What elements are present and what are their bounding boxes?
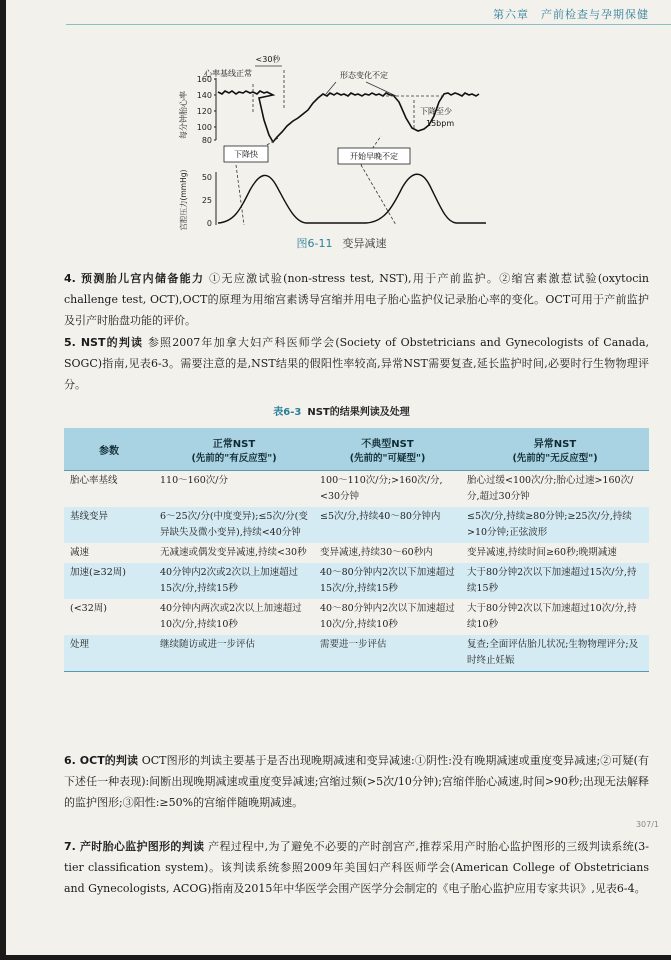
drop-atleast-label: 下降至少 bbox=[420, 107, 452, 116]
table-cell: 40～80分钟内2次以下加速超过15次/分,持续15秒 bbox=[314, 563, 461, 599]
paragraph-6 bbox=[64, 750, 649, 813]
paragraph-6-heading: 6. OCT的判读 bbox=[64, 754, 139, 767]
lt30s-label: <30秒 bbox=[255, 55, 281, 64]
pressure-tick: 0 bbox=[206, 219, 212, 228]
table-cell: 6～25次/分(中度变异);≤5次/分(变异缺失及微小变异),持续<40分钟 bbox=[154, 507, 314, 543]
paragraph-6-body: OCT图形的判读主要基于是否出现晚期减速和变异减速:①阴性:没有晚期减速或重度变异减速;②可疑(有下述任一种表现):间断出现晚期减速或重度变异减速;宫缩过频(>5次/10分钟);宫缩伴胎心减速,时间>90秒;出现无法解释的监护图形;③阳性:≥50%的宫缩伴随晚期减速。 bbox=[64, 754, 649, 809]
pressure-tick: 25 bbox=[201, 196, 212, 205]
table-cell: 110～160次/分 bbox=[160, 475, 228, 486]
table-row bbox=[64, 599, 649, 635]
fhr-tick: 100 bbox=[196, 123, 212, 132]
table-cell: 加速(≥32周) bbox=[64, 563, 154, 599]
header-normal: 正常NST (先前的"有反应型") bbox=[154, 428, 314, 471]
bpm15-label: 15bpm bbox=[426, 119, 455, 128]
pressure-tick: 50 bbox=[201, 173, 212, 182]
table-header-row bbox=[64, 428, 649, 471]
header-abnormal: 异常NST (先前的"无反应型") bbox=[461, 428, 649, 471]
fhr-axis-label: 每分钟胎心率 bbox=[179, 91, 188, 139]
table-cell: 复查;全面评估胎儿状况;生物物理评分;及时终止妊娠 bbox=[461, 635, 649, 672]
late-onset-label: 开始早晚不定 bbox=[350, 152, 398, 161]
table-cell: 40分钟内2次或2次以上加速超过15次/分,持续15秒 bbox=[154, 563, 314, 599]
paragraph-7-body: 产程过程中,为了避免不必要的产时剖宫产,推荐采用产时胎心监护图形的三级判读系统(3-tier classification system)。该判读系统参照2009年美国妇产科医师学会(American College of Obstetricians and Gynecologists, ACOG)指南及2015年中华医学会围产医学分会制定的《电子胎心监护应用专家共识》,见表6-4。 bbox=[64, 840, 650, 895]
table-cell: 40～80分钟内2次以下加速超过10次/分,持续10秒 bbox=[320, 603, 455, 630]
uterine-pressure-trace bbox=[218, 174, 486, 223]
header-atypical: 不典型NST (先前的"可疑型") bbox=[314, 428, 461, 471]
chapter-header: 第六章 产前检查与孕期保健 bbox=[493, 8, 649, 21]
table-cell: 需要进一步评估 bbox=[314, 635, 461, 672]
fhr-tick: 80 bbox=[201, 136, 212, 145]
table-caption bbox=[6, 403, 671, 418]
paragraph-5-heading: 5. NST的判读 bbox=[64, 336, 144, 349]
baseline-normal-label: 心率基线正常 bbox=[204, 69, 252, 78]
figure-caption bbox=[6, 235, 671, 251]
table-cell: ≤5次/分,持续≥80分钟;≥25次/分,持续>10分钟;正弦波形 bbox=[461, 507, 649, 543]
table-cell: 40分钟内两次或2次以上加速超过10次/分,持续10秒 bbox=[160, 603, 302, 630]
pressure-axis-label: 宫腔压力(mmHg) bbox=[179, 169, 188, 231]
paragraph-5-body: 参照2007年加拿大妇产科医师学会(Society of Obstetricians and Gynecologists of Canada, SOGC)指南,见表6-3。需要注意的是,NST结果的假阳性率较高,异常NST需要复查,延长监护时间,必要时行生物物理评分。 bbox=[64, 336, 650, 391]
table-row bbox=[64, 563, 649, 599]
table-row bbox=[64, 635, 649, 672]
table-title: NST的结果判读及处理 bbox=[307, 407, 410, 418]
fhr-tick: 140 bbox=[196, 91, 212, 100]
figure-title: 变异减速 bbox=[342, 237, 387, 250]
table-cell: 处理 bbox=[64, 635, 154, 672]
paragraph-4 bbox=[64, 268, 649, 331]
table-cell: ≤5次/分,持续40～80分钟内 bbox=[314, 507, 461, 543]
shape-varies-label: 形态变化不定 bbox=[340, 71, 388, 80]
table-cell: (<32周) bbox=[70, 603, 107, 614]
header-param: 参数 bbox=[64, 428, 154, 471]
table-cell: 胎心率基线 bbox=[70, 475, 118, 486]
paragraph-7-heading: 7. 产时胎心监护图形的判读 bbox=[64, 840, 205, 853]
table-number: 表6-3 bbox=[273, 407, 302, 418]
table-cell: 变异减速,持续时间≥60秒;晚期减速 bbox=[467, 547, 617, 558]
table-row bbox=[64, 543, 649, 563]
paragraph-7 bbox=[64, 836, 649, 899]
table-cell: 大于80分钟2次以下加速超过15次/分,持续15秒 bbox=[461, 563, 649, 599]
table-cell: 减速 bbox=[70, 547, 90, 558]
paragraph-5 bbox=[64, 332, 649, 395]
fhr-trace bbox=[218, 91, 479, 142]
table-cell: 基线变异 bbox=[64, 507, 154, 543]
table-cell: 继续随访或进一步评估 bbox=[154, 635, 314, 672]
fhr-tick: 120 bbox=[196, 107, 212, 116]
page-number: 307/1 bbox=[635, 820, 659, 829]
table-row bbox=[64, 471, 649, 508]
table-cell: 胎心过缓<100次/分;胎心过速>160次/分,超过30分钟 bbox=[467, 475, 634, 502]
table-cell: 大于80分钟2次以下加速超过10次/分,持续10秒 bbox=[467, 603, 637, 630]
figure-number: 图6-11 bbox=[296, 237, 333, 250]
paragraph-4-heading: 4. 预测胎儿宫内储备能力 bbox=[64, 272, 205, 285]
table-row bbox=[64, 507, 649, 543]
table-cell: 变异减速,持续30～60秒内 bbox=[320, 547, 433, 558]
fhr-tick: 160 bbox=[196, 75, 212, 84]
book-page bbox=[6, 0, 671, 955]
header-rule bbox=[66, 24, 671, 25]
table-cell: 无减速或偶发变异减速,持续<30秒 bbox=[160, 547, 307, 558]
paragraph-4-body: ①无应激试验(non-stress test, NST),用于产前监护。②缩宫素激惹试验(oxytocin challenge test, OCT),OCT的原理为用缩宫素诱导宫缩并用电子胎心监护仪记录胎心率的变化。OCT可用于产前监护及引产时胎盘功能的评价。 bbox=[64, 272, 649, 327]
fast-drop-label: 下降快 bbox=[234, 150, 258, 159]
variable-deceleration-figure bbox=[156, 40, 506, 255]
nst-table bbox=[64, 428, 649, 672]
table-cell: 100～110次/分;>160次/分,<30分钟 bbox=[320, 475, 443, 502]
